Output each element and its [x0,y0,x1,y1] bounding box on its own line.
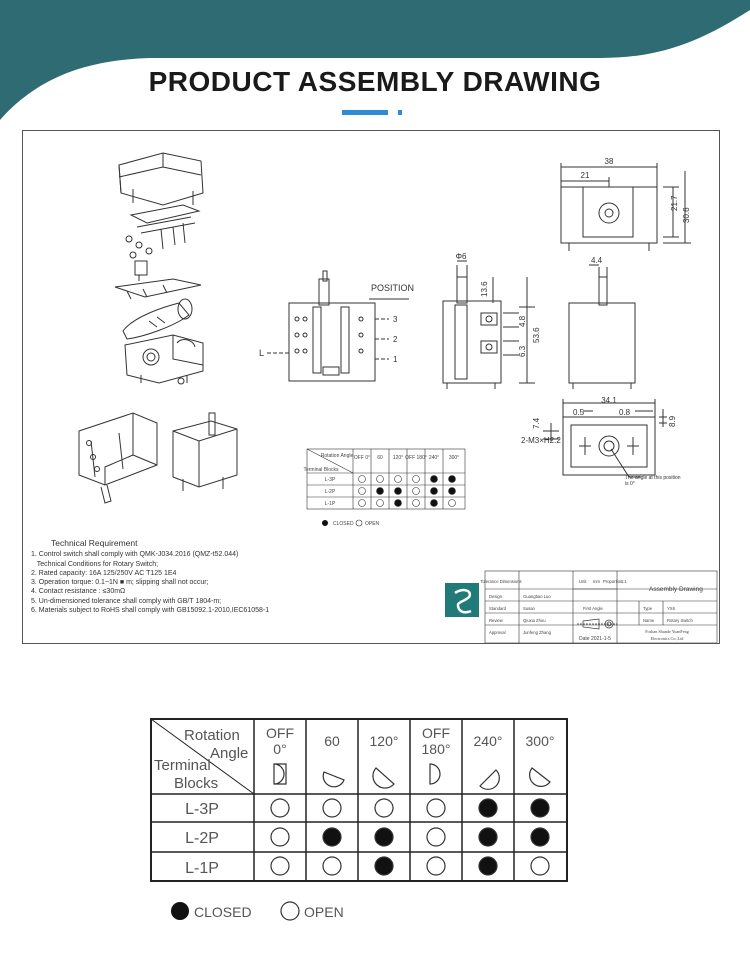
isometric-views [79,413,237,503]
small-legend-open-icon [356,520,362,526]
tb-type-value: YX6 [667,606,675,611]
state-open-dot [359,488,366,495]
state-open-dot [449,500,456,507]
legend-closed-icon [171,902,189,920]
state-open-dot [271,857,289,875]
dim-bottom-h2: 8.9 [668,415,677,427]
tb-type-label: Type [643,606,653,611]
state-open-dot [427,799,445,817]
requirement-line: Technical Conditions for Rotary Switch; [31,560,159,568]
state-closed-dot [375,828,393,846]
state-closed-dot [479,799,497,817]
state-open-dot [413,476,420,483]
state-open-dot [271,799,289,817]
dim-top-height-2: 30.6 [682,207,691,223]
small-row-label-2: L-1P [324,501,336,507]
requirement-line: 4. Contact resistance : ≤30mΩ [31,588,126,596]
requirement-line: 2. Rated capacity: 16A 125/250V AC T125 1E4 [31,569,177,577]
angle-glyph-180 [430,764,440,784]
state-open-dot [323,857,341,875]
state-closed-dot [431,476,438,483]
tb-unit-value: mm [593,579,600,584]
dim-top-half: 21 [580,171,590,180]
dim-pitch-1: 4.8 [518,315,527,327]
angle-note: The angle at this position is 0° [625,475,681,487]
tb-unit-label: Unit [579,579,587,584]
state-closed-dot [395,500,402,507]
state-open-dot [413,500,420,507]
state-open-dot [377,500,384,507]
dim-bottom-h1: 7.4 [532,417,541,429]
small-angle-4: 240° [428,455,440,461]
company-logo [445,583,479,617]
tb-first-angle: First Angle [583,606,603,611]
tb-approval-value: Junfeng Zhang [523,630,551,635]
state-closed-dot [377,488,384,495]
state-open-dot [531,857,549,875]
state-closed-dot [531,799,549,817]
state-open-dot [375,799,393,817]
legend-open-label: OPEN [304,904,344,920]
tb-name-label: Name [643,618,655,623]
tb-name-value: Rotary Switch [667,618,693,623]
dim-shaft-side: 4.4 [591,256,603,265]
state-closed-dot [323,828,341,846]
dim-shaft-dia: Φ6 [455,252,467,261]
big-angle-1-l1: 60 [324,733,340,749]
tb-approval-label: Approval [489,630,506,635]
state-closed-dot [479,828,497,846]
angle-glyph-300 [530,768,550,786]
small-header-bottom: Terminal Blocks [303,467,339,473]
requirement-line: 5. Un-dimensioned tolerance shall comply with GB/T 1804-m; [31,597,222,605]
small-angle-1: 60 [377,455,383,461]
dim-mount-holes: 2-M3×H2.2 [521,436,561,445]
state-open-dot [413,488,420,495]
big-angle-5-l1: 300° [525,733,555,749]
dim-bottom-width: 34.1 [601,396,617,405]
position-2: 2 [393,335,398,344]
big-angle-3-l1: OFF [422,725,450,741]
small-angle-0: OFF 0° [353,455,371,461]
requirement-line: 6. Materials subject to RoHS shall comply with GB15092.1-2010,IEC61058-1 [31,607,270,615]
tb-review-label: Review [489,618,503,623]
dim-pitch-2: 6.3 [518,345,527,357]
tb-tolerance: Tolerance Dimensions [480,579,522,584]
big-angle-0-l2: 0° [273,741,287,757]
big-angle-2-l1: 120° [369,733,399,749]
small-row-label-0: L-3P [324,477,336,483]
small-angle-2: 120° [392,455,404,461]
big-header-top: Rotation [184,727,240,744]
small-angle-3: OFF 180° [405,455,427,461]
state-closed-dot [395,488,402,495]
state-open-dot [271,828,289,846]
tb-design-label: Design [489,594,503,599]
legend-open-icon [281,902,299,920]
dim-shaft-len: 13.6 [480,281,489,297]
requirement-line: 1. Control switch shall comply with QMK-J034.2016 (QMZ-t52.044) [31,551,239,559]
state-open-dot [427,857,445,875]
tb-standard-label: Standard [489,606,506,611]
assembly-drawing [22,130,720,644]
right-view [569,265,635,389]
position-1: 1 [393,355,398,364]
big-header-bottom2: Blocks [174,775,219,792]
state-closed-dot [375,857,393,875]
terminal-l-label: L [259,348,265,358]
title-accent-bar [342,110,388,115]
requirement-line: 3. Operation torque: 0.1~1N ■ m; slipping shall not occur; [31,579,209,587]
small-legend-open: OPEN [365,521,380,527]
state-closed-dot [449,476,456,483]
big-row-label-1: L-2P [185,830,219,847]
tb-date: Date 2021-1-5 [579,636,611,642]
dim-top-width: 38 [604,157,614,166]
tb-proportion-label: Proportion [603,579,623,584]
state-open-dot [359,476,366,483]
state-open-dot [427,828,445,846]
tb-company-2: Electronics Co.,Ltd [650,636,684,641]
position-label: POSITION [371,283,415,293]
page-title: PRODUCT ASSEMBLY DRAWING [148,66,602,97]
dim-total-height: 53.6 [532,327,541,343]
state-closed-dot [531,828,549,846]
big-header-bottom: Terminal [154,757,211,774]
tb-standard-value: Susan [523,606,535,611]
requirements-heading: Technical Requirement [51,538,138,548]
big-angle-3-l2: 180° [421,741,451,757]
angle-glyph-240 [480,770,499,789]
state-open-dot [323,799,341,817]
bottom-view [543,399,667,477]
big-row-label-0: L-3P [185,801,219,818]
state-open-dot [395,476,402,483]
tb-drawing-title: Assembly Drawing [649,586,703,593]
position-3: 3 [393,315,398,324]
title-accent-dot [398,110,402,115]
dim-bottom-offset-left: 0.5 [573,408,585,417]
big-row-label-2: L-1P [185,860,219,877]
angle-glyph-120 [373,768,394,788]
state-closed-dot [449,488,456,495]
small-header-top: Rotation Angle [320,453,354,459]
state-closed-dot [479,857,497,875]
small-row-label-1: L-2P [324,489,336,495]
tb-company-1: Foshan Shunde YuanFeng [645,629,689,634]
first-angle-symbol [577,619,617,629]
big-angle-0-l1: OFF [266,725,294,741]
state-closed-dot [431,488,438,495]
tb-review-value: Qiuxia Zhou [523,618,546,623]
angle-glyph-60 [323,772,344,787]
state-closed-dot [431,500,438,507]
small-legend-closed-icon [322,520,328,526]
state-open-dot [377,476,384,483]
big-header-top2: Angle [210,745,249,762]
small-angle-5: 300° [448,455,460,461]
switching-table [150,718,570,943]
exploded-view [115,153,203,384]
small-legend-closed: CLOSED [333,521,354,527]
tb-design-value: Guangbao Luo [523,594,551,599]
dim-top-height-1: 21.7 [670,195,679,211]
big-angle-4-l1: 240° [473,733,503,749]
dim-bottom-offset-right: 0.8 [619,408,631,417]
tb-proportion-value: 1:1 [621,579,627,584]
legend-closed-label: CLOSED [194,904,252,920]
state-open-dot [359,500,366,507]
angle-glyph-0 [274,764,286,784]
technical-requirements [31,539,269,615]
